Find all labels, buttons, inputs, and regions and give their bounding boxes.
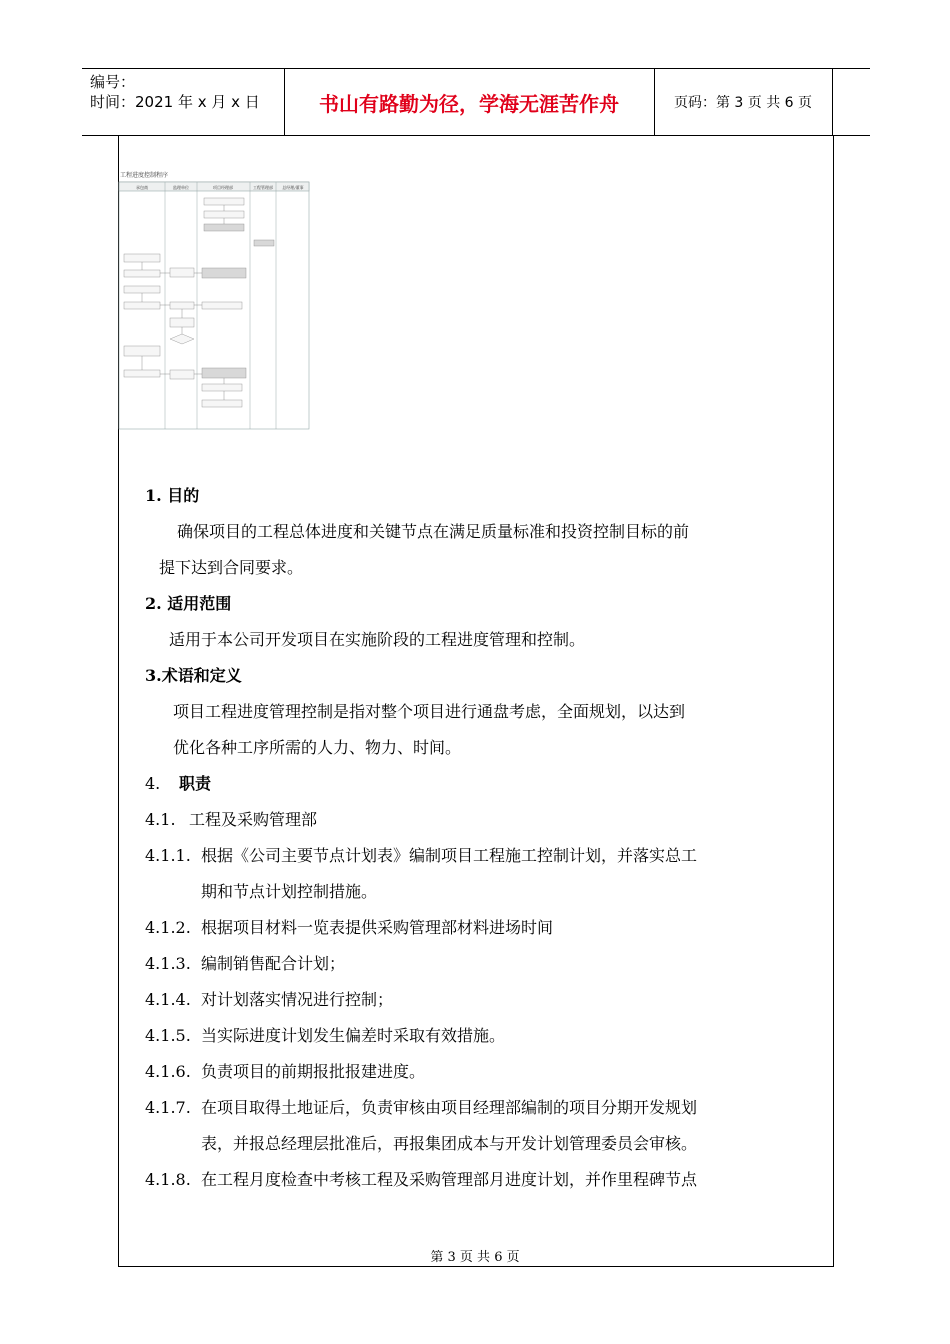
item-text-line1: 编制销售配合计划；: [201, 954, 346, 973]
section-3-title: 3.术语和定义: [145, 666, 242, 685]
section-3-text-line1: 项目工程进度管理控制是指对整个项目进行通盘考虑，全面规划，以达到: [173, 702, 686, 721]
section-1-title: 1. 目的: [145, 486, 200, 505]
flowchart-col-1: 监理单位: [173, 185, 189, 190]
list-item: [145, 1054, 810, 1090]
item-text-line1: 根据项目材料一览表提供采购管理部材料进场时间: [201, 918, 554, 937]
list-item: [145, 982, 810, 1018]
flowchart-col-2: 项目经理部: [213, 185, 233, 190]
item-number: 4.1.3.: [145, 954, 191, 973]
item-number: 4.1.5.: [145, 1026, 191, 1045]
flowchart-thumbnail: [118, 168, 310, 430]
document-body: [145, 478, 810, 1198]
page-header: [82, 68, 870, 136]
item-text-line1: 在工程月度检查中考核工程及采购管理部月进度计划，并作里程碑节点: [201, 1170, 698, 1189]
section-4-title: 职责: [179, 774, 212, 793]
item-number: 4.1.7.: [145, 1098, 191, 1117]
section-4-number: 4.: [145, 774, 161, 793]
item-text-line1: 当实际进度计划发生偏差时采取有效措施。: [201, 1026, 506, 1045]
section-1-text-line2: 提下达到合同要求。: [159, 558, 304, 577]
list-item: [145, 910, 810, 946]
list-item: [145, 1090, 810, 1162]
item-text-line2: 表，并报总经理层批准后，再报集团成本与开发计划管理委员会审核。: [201, 1134, 698, 1153]
item-text-line1: 在项目取得土地证后，负责审核由项目经理部编制的项目分期开发规划: [201, 1098, 698, 1117]
item-text-line2: 期和节点计划控制措施。: [201, 882, 378, 901]
item-number: 4.1.2.: [145, 918, 191, 937]
flowchart-col-0: 承包商: [136, 185, 148, 190]
section-1-text-line1: 确保项目的工程总体进度和关键节点在满足质量标准和投资控制目标的前: [177, 522, 690, 541]
section-4-heading: [145, 766, 810, 802]
item-number: 4.1.6.: [145, 1062, 191, 1081]
item-number: 4.1.4.: [145, 990, 191, 1009]
list-item: [145, 1018, 810, 1054]
page-footer: 第 3 页 共 6 页: [430, 1250, 520, 1265]
section-3-text-line2: 优化各种工序所需的人力、物力、时间。: [173, 738, 462, 757]
list-item: [145, 838, 810, 910]
section-4-1-title: 工程及采购管理部: [189, 810, 318, 829]
item-number: 4.1.1.: [145, 846, 191, 865]
section-2-text: 适用于本公司开发项目在实施阶段的工程进度管理和控制。: [169, 630, 586, 649]
header-motto: 书山有路勤为径，学海无涯苦作舟: [319, 91, 619, 116]
header-divider-3: [832, 68, 833, 136]
section-4-1-number: 4.1.: [145, 810, 176, 829]
item-number: 4.1.8.: [145, 1170, 191, 1189]
item-text-line1: 根据《公司主要节点计划表》编制项目工程施工控制计划，并落实总工: [201, 846, 698, 865]
item-text-line1: 对计划落实情况进行控制；: [201, 990, 394, 1009]
flowchart-title: 工程进度控制程序: [120, 172, 169, 179]
list-item: [145, 946, 810, 982]
flowchart-col-3: 工程管理部: [253, 185, 273, 190]
list-item: [145, 1162, 810, 1198]
header-page-info: 页码：第 3 页 共 6 页: [673, 95, 813, 111]
header-time-label: 时间：2021 年 x 月 x 日: [90, 93, 260, 111]
header-meta: [90, 72, 290, 132]
flowchart-col-4: 总经理/董事: [282, 185, 304, 190]
section-4-1-heading: [145, 802, 810, 838]
header-number-label: 编号：: [90, 73, 136, 91]
item-text-line1: 负责项目的前期报批报建进度。: [201, 1062, 426, 1081]
section-2-title: 2. 适用范围: [145, 594, 232, 613]
